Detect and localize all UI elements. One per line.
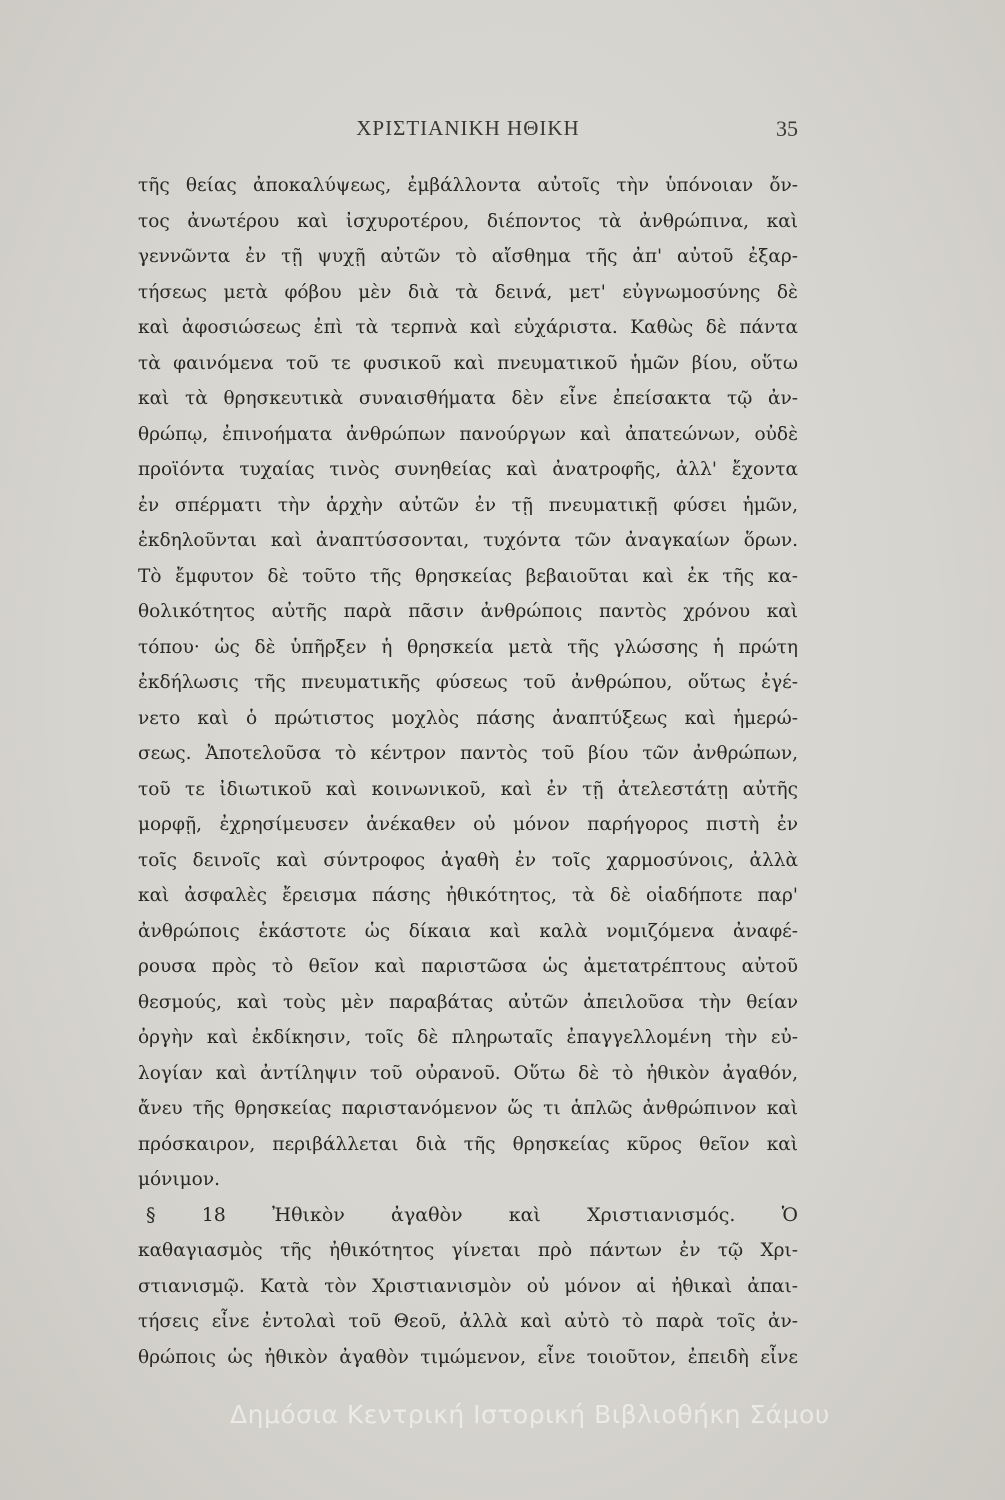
text-line: τήσεως μετὰ φόβου μὲν διὰ τὰ δεινά, μετ' εὐγνωμοσύνης δὲ xyxy=(138,281,798,303)
text-line: ἄνευ τῆς θρησκείας παριστανόμενον ὥς τι ἁπλῶς ἀνθρώπινον καὶ xyxy=(138,1098,798,1119)
running-title: ΧΡΙΣΤΙΑΝΙΚΗ ΗΘΙΚΗ xyxy=(356,116,580,140)
library-watermark: Δημόσια Κεντρική Ιστορική Βιβλιοθήκη Σάμου xyxy=(230,1400,830,1429)
text-line: γεννῶντα ἐν τῇ ψυχῇ αὐτῶν τὸ αἴσθημα τῆς ἀπ' αὐτοῦ ἐξαρ- xyxy=(138,246,798,267)
text-line: προϊόντα τυχαίας τινὸς συνηθείας καὶ ἀνατροφῆς, ἀλλ' ἔχοντα xyxy=(138,459,798,480)
text-line: θεσμούς, καὶ τοὺς μὲν παραβάτας αὐτῶν ἀπειλοῦσα τὴν θείαν xyxy=(138,991,798,1013)
text-line: τὰ φαινόμενα τοῦ τε φυσικοῦ καὶ πνευματικοῦ ἡμῶν βίου, οὕτω xyxy=(138,352,798,374)
text-line: ἐκδηλοῦνται καὶ ἀναπτύσσονται, τυχόντα τῶν ἀναγκαίων ὅρων. xyxy=(138,530,798,551)
text-line: καθαγιασμὸς τῆς ἠθικότητος γίνεται πρὸ πάντων ἐν τῷ Χρι- xyxy=(138,1240,798,1261)
text-line: Τὸ ἔμφυτον δὲ τοῦτο τῆς θρησκείας βεβαιοῦται καὶ ἐκ τῆς κα- xyxy=(138,565,798,587)
page-header xyxy=(138,116,798,146)
text-line: καὶ ἀσφαλὲς ἔρεισμα πάσης ἠθικότητος, τὰ δὲ οἱαδήποτε παρ' xyxy=(138,885,798,906)
text-line: ὀργὴν καὶ ἐκδίκησιν, τοῖς δὲ πληρωταῖς ἐπαγγελλομένη τὴν εὐ- xyxy=(138,1027,798,1048)
text-line: θολικότητος αὐτῆς παρὰ πᾶσιν ἀνθρώποις παντὸς χρόνου καὶ xyxy=(138,601,798,622)
text-line: μόνιμον. xyxy=(138,1169,220,1190)
text-line: νετο καὶ ὁ πρώτιστος μοχλὸς πάσης ἀναπτύξεως καὶ ἡμερώ- xyxy=(138,707,798,729)
text-line: στιανισμῷ. Κατὰ τὸν Χριστιανισμὸν οὐ μόνον αἱ ἠθικαὶ ἀπαι- xyxy=(138,1275,798,1297)
text-line: πρόσκαιρον, περιβάλλεται διὰ τῆς θρησκείας κῦρος θεῖον καὶ xyxy=(138,1133,798,1155)
text-line: ρουσα πρὸς τὸ θεῖον καὶ παριστῶσα ὡς ἀμετατρέπτους αὐτοῦ xyxy=(138,956,798,977)
text-line: μορφῇ, ἐχρησίμευσεν ἀνέκαθεν οὐ μόνον παρήγορος πιστὴ ἐν xyxy=(138,814,798,835)
text-line: τῆς θείας ἀποκαλύψεως, ἐμβάλλοντα αὐτοῖς τὴν ὑπόνοιαν ὄν- xyxy=(138,175,798,196)
text-line: καὶ τὰ θρησκευτικὰ συναισθήματα δὲν εἶνε ἐπείσακτα τῷ ἀν- xyxy=(138,388,798,409)
text-line: λογίαν καὶ ἀντίληψιν τοῦ οὐρανοῦ. Οὕτω δὲ τὸ ἠθικὸν ἀγαθόν, xyxy=(138,1062,798,1084)
text-line: τήσεις εἶνε ἐντολαὶ τοῦ Θεοῦ, ἀλλὰ καὶ αὐτὸ τὸ παρὰ τοῖς ἀν- xyxy=(138,1311,798,1332)
text-line: τοῦ τε ἰδιωτικοῦ καὶ κοινωνικοῦ, καὶ ἐν τῇ ἀτελεστάτῃ αὐτῆς xyxy=(138,778,798,800)
text-line: τόπου· ὡς δὲ ὑπῆρξεν ἡ θρησκεία μετὰ τῆς γλώσσης ἡ πρώτη xyxy=(138,636,798,658)
text-line: τος ἀνωτέρου καὶ ἰσχυροτέρου, διέποντος τὰ ἀνθρώπινα, καὶ xyxy=(138,210,798,232)
section-heading-line: § 18 Ἠθικὸν ἀγαθὸν καὶ Χριστιανισμός. Ὁ xyxy=(146,1203,798,1226)
text-line: ἐκδήλωσις τῆς πνευματικῆς φύσεως τοῦ ἀνθρώπου, οὕτως ἐγέ- xyxy=(138,672,798,693)
text-line: θρώποις ὡς ἠθικὸν ἀγαθὸν τιμώμενον, εἶνε τοιοῦτον, ἐπειδὴ εἶνε xyxy=(138,1346,798,1368)
text-line: ἐν σπέρματι τὴν ἀρχὴν αὐτῶν ἐν τῇ πνευματικῇ φύσει ἡμῶν, xyxy=(138,494,798,516)
text-line: ἀνθρώποις ἑκάστοτε ὡς δίκαια καὶ καλὰ νομιζόμενα ἀναφέ- xyxy=(138,920,798,942)
text-line: θρώπῳ, ἐπινοήματα ἀνθρώπων πανούργων καὶ ἀπατεώνων, οὐδὲ xyxy=(138,423,798,445)
text-line: τοῖς δεινοῖς καὶ σύντροφος ἀγαθὴ ἐν τοῖς χαρμοσύνοις, ἀλλὰ xyxy=(138,849,798,871)
text-line: καὶ ἀφοσιώσεως ἐπὶ τὰ τερπνὰ καὶ εὐχάριστα. Καθὼς δὲ πάντα xyxy=(138,317,798,338)
text-line: σεως. Ἀποτελοῦσα τὸ κέντρον παντὸς τοῦ βίου τῶν ἀνθρώπων, xyxy=(138,743,798,764)
body-text xyxy=(138,168,798,1375)
page-number: 35 xyxy=(776,116,798,141)
